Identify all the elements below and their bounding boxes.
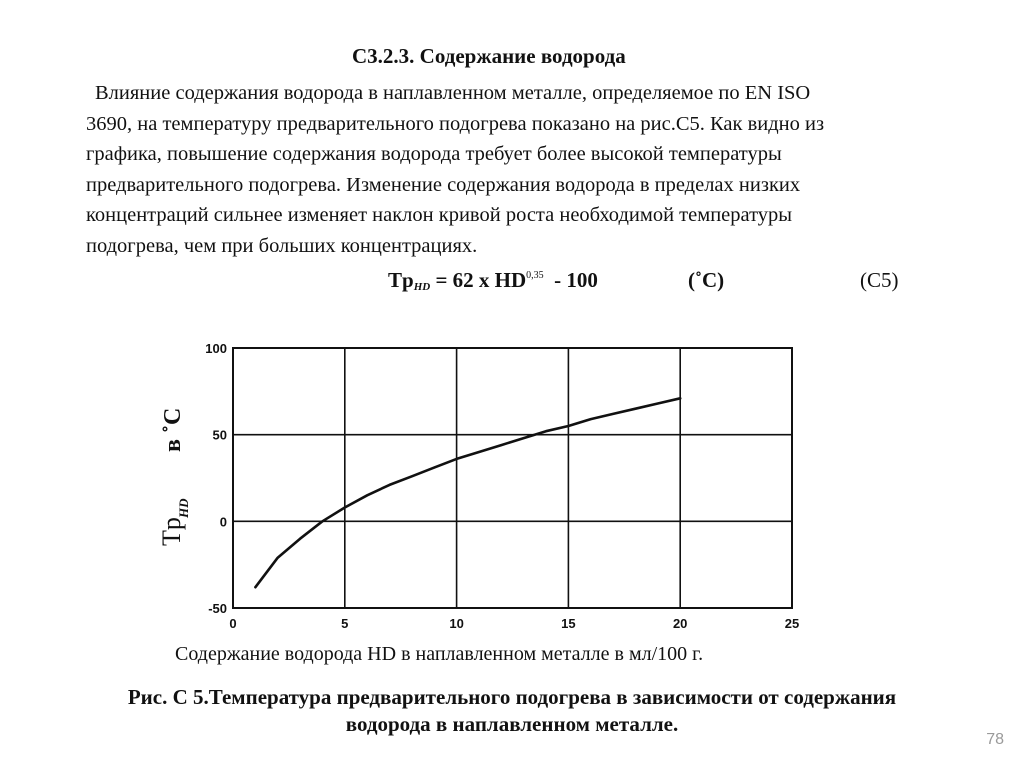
formula bbox=[388, 268, 598, 293]
x-tick-label: 10 bbox=[449, 616, 464, 631]
paragraph-line: подогрева, чем при больших концентрациях. bbox=[86, 234, 478, 257]
formula-lhs: Tp bbox=[388, 268, 414, 292]
formula-unit: (˚C) bbox=[688, 268, 725, 292]
y-axis-label-main: Tp bbox=[157, 517, 186, 546]
formula-mid: = 62 x HD bbox=[430, 268, 527, 292]
paragraph-line: 3690, на температуру предварительного подогрева показано на рис.С5. Как видно из bbox=[86, 112, 825, 135]
chart-svg bbox=[150, 340, 810, 632]
y-tick-label: -50 bbox=[208, 601, 227, 616]
chart-ticks bbox=[205, 341, 799, 631]
x-axis-caption: Содержание водорода HD в наплавленном металле в мл/100 г. bbox=[175, 643, 704, 665]
plot-frame bbox=[233, 348, 792, 608]
paragraph-line: графика, повышение содержания водорода требует более высокой температуры bbox=[86, 143, 782, 165]
x-tick-label: 25 bbox=[784, 616, 800, 631]
x-tick-label: 20 bbox=[672, 616, 688, 631]
y-axis-label-subscript: HD bbox=[176, 498, 191, 518]
chart-ylabel bbox=[157, 408, 191, 546]
x-tick-label: 5 bbox=[341, 616, 349, 631]
chart bbox=[150, 340, 810, 632]
chart-grid bbox=[233, 348, 792, 608]
formula-rhs: - 100 bbox=[543, 268, 598, 292]
formula-reference: (C5) bbox=[860, 268, 899, 292]
section-heading: С3.2.3. Содержание водорода bbox=[352, 44, 626, 68]
x-tick-label: 15 bbox=[561, 616, 576, 631]
figure-caption bbox=[0, 684, 1024, 738]
formula-lhs-subscript: HD bbox=[413, 281, 431, 293]
page-number: 78 bbox=[986, 731, 1004, 748]
paragraph-line: предварительного подогрева. Изменение содержания водорода в пределах низких bbox=[86, 173, 801, 196]
x-tick-label: 0 bbox=[229, 616, 237, 631]
chart-series bbox=[255, 398, 680, 587]
y-tick-label: 50 bbox=[212, 427, 227, 443]
paragraph-line: Влияние содержания водорода в наплавленном металле, определяемое по EN ISO bbox=[95, 82, 811, 104]
y-axis-label bbox=[157, 408, 191, 546]
formula-exponent: 0,35 bbox=[526, 270, 544, 281]
y-tick-label: 0 bbox=[219, 514, 227, 530]
figure-caption-line: водорода в наплавленном металле. bbox=[345, 712, 679, 736]
body-paragraph bbox=[86, 78, 986, 261]
y-axis-label-unit: в ˚C bbox=[160, 407, 186, 452]
figure-caption-line: Рис. С 5.Температура предварительного подогрева в зависимости от содержания bbox=[127, 685, 897, 709]
series-line bbox=[255, 398, 680, 587]
y-tick-label: 100 bbox=[205, 341, 227, 356]
paragraph-line: концентраций сильнее изменяет наклон кривой роста необходимой температуры bbox=[86, 204, 793, 226]
